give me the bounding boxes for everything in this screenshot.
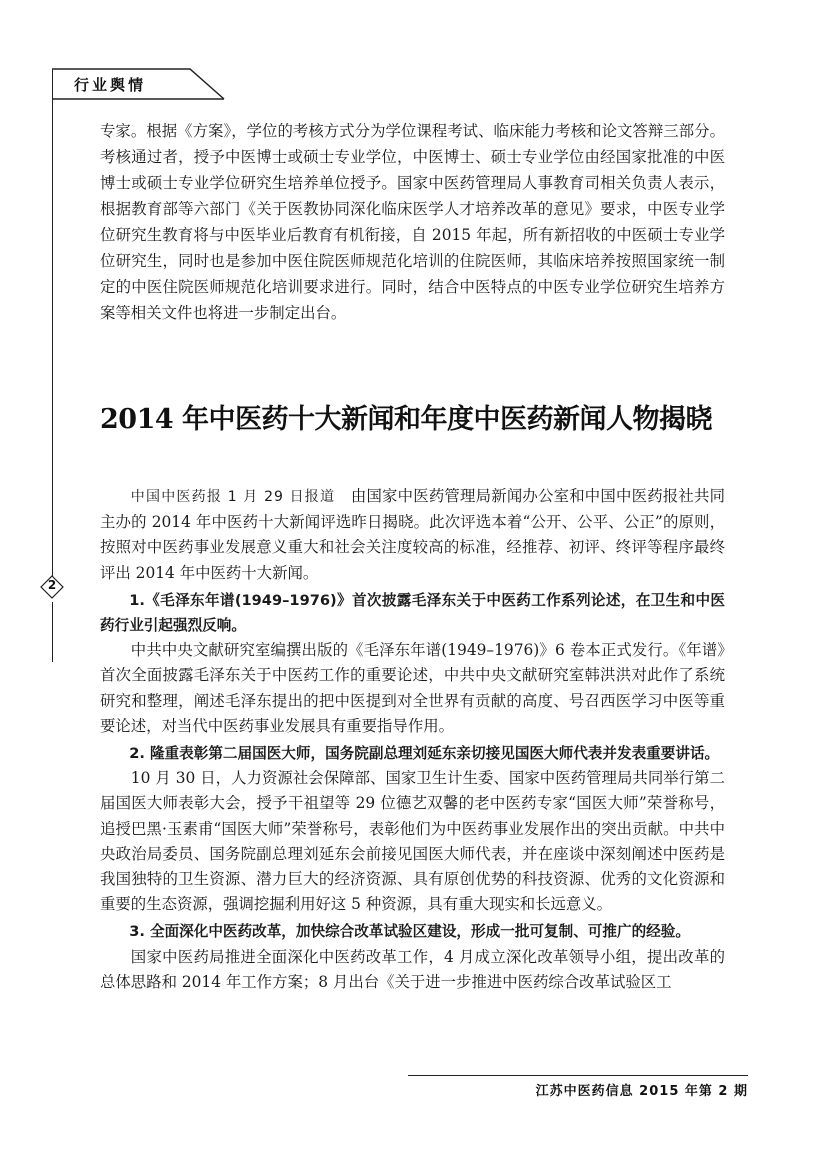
journal-footer: 江苏中医药信息 2015 年第 2 期 <box>535 1084 748 1099</box>
intro-paragraph: 专家。根据《方案》，学位的考核方式分为学位课程考试、临床能力考核和论文答辩三部分。考核通过者，授予中医博士或硕士专业学位，中医博士、硕士专业学位由经国家批准的中医博士或硕士专业学位研究生培养单位授予。国家中医药管理局人事教育司相关负责人表示，根据教育部等六部门《关于医教协同深化临床医学人才培养改革的意见》要求，中医专业学位研究生教育将与中医毕业后教育有机衔接，自 2015 年起，所有新招收的中医硕士专业学位研究生，同时也是参加中医住院医师规范化培训的住院医师，其临床培养按照国家统一制定的中医住院医师规范化培训要求进行。同时，结合中医特点的中医专业学位研究生培养方案等相关文件也将进一步制定出台。 <box>100 122 725 322</box>
news-item-heading: 3. 全面深化中医药改革，加快综合改革试验区建设，形成一批可复制、可推广的经验。 <box>129 923 690 941</box>
news-item-body: 国家中医药局推进全面深化中医药改革工作，4 月成立深化改革领导小组，提出改革的总体思路和 2014 年工作方案；8 月出台《关于进一步推进中医药综合改革试验区工 <box>100 947 725 991</box>
page-number-marker <box>40 575 64 599</box>
news-item-body: 10 月 30 日，人力资源社会保障部、国家卫生计生委、国家中医药管理局共同举行第二届国医大师表彰大会，授予干祖望等 29 位德艺双馨的老中医药专家“国医大师”荣誉称号，追授巴黑·玉素甫“国医大师”荣誉称号，表彰他们为中医药事业发展作出的突出贡献。中共中央政治局委员、国务院副总理刘延东会前接见国医大师代表，并在座谈中深刻阐述中医药是我国独特的卫生资源、潜力巨大的经济资源、具有原创优势的科技资源、优秀的文化资源和重要的生态资源，强调挖掘利用好这 5 种资源，具有重大现实和长远意义。 <box>100 769 725 914</box>
lead-paragraph <box>100 484 725 586</box>
page-number: 2 <box>47 578 57 592</box>
section-label: 行业舆情 <box>74 76 147 94</box>
section-header-tab <box>52 68 222 98</box>
article-title: 2014 年中医药十大新闻和年度中医药新闻人物揭晓 <box>100 404 713 435</box>
dateline: 中国中医药报 1 月 29 日报道 <box>130 489 336 505</box>
left-margin-rule <box>52 70 53 590</box>
news-item-heading: 2. 隆重表彰第二届国医大师，国务院副总理刘延东亲切接见国医大师代表并发表重要讲话。 <box>129 745 720 763</box>
left-margin-rule-lower <box>52 602 53 662</box>
news-item-body: 中共中央文献研究室编撰出版的《毛泽东年谱(1949–1976)》6 卷本正式发行。《年谱》首次全面披露毛泽东关于中医药工作的重要论述，中共中央文献研究室韩洪洪对此作了系统研究和整理，阐述毛泽东提出的把中医提到对全世界有贡献的高度、号召西医学习中医等重要论述，对当代中医药事业发展具有重要指导作用。 <box>100 641 725 735</box>
lead-text: 由国家中医药管理局新闻办公室和中国中医药报社共同主办的 2014 年中医药十大新闻评选昨日揭晓。此次评选本着“公开、公平、公正”的原则，按照对中医药事业发展意义重大和社会关注度较高的标准，经推荐、初评、终评等程序最终评出 2014 年中医药十大新闻。 <box>100 487 725 582</box>
article-body <box>100 484 725 995</box>
footer-rule <box>408 1075 748 1076</box>
news-item-heading: 1.《毛泽东年谱(1949–1976)》首次披露毛泽东关于中医药工作系列论述，在卫生和中医药行业引起强烈反响。 <box>100 591 725 635</box>
